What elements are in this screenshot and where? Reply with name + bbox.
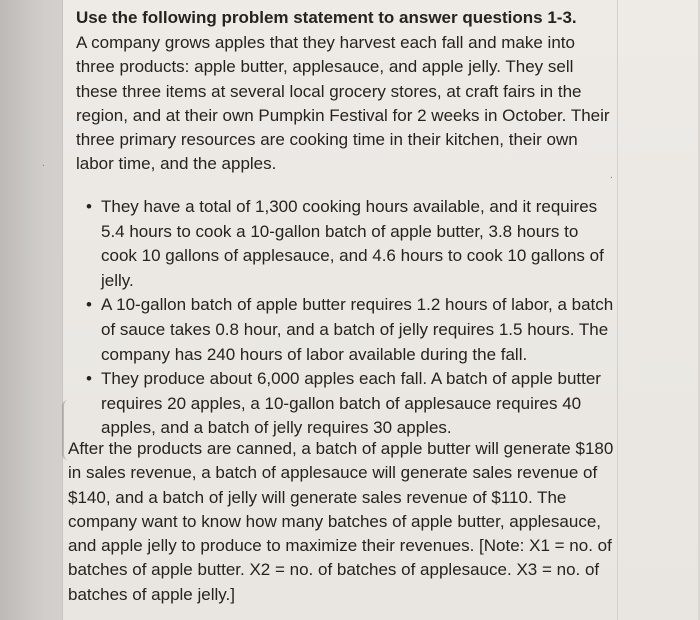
- bullet-icon: •: [86, 197, 92, 216]
- dust-speck: .: [42, 158, 45, 169]
- dust-speck: .: [610, 170, 613, 181]
- revenue-paragraph: After the products are canned, a batch of apple butter will generate $180 in sales revenue, a batch of applesauce will generate sales revenue of $140, and a batch of jelly will generate sales revenue of $110. The company want to know how many batches of apple butter, applesauce, and apple jelly to produce to maximize their revenues. [Note: X1 = no. of batches of apple butter. X2 = no. of batches of applesauce. X3 = no. of batches of apple jelly.]: [68, 439, 614, 604]
- list-item: [84, 293, 614, 367]
- list-item: [84, 367, 614, 441]
- bullet-icon: •: [86, 295, 92, 315]
- bullet-icon: •: [86, 369, 92, 389]
- cooking-hours-constraint: They have a total of 1,300 cooking hours available, and it requires 5.4 hours to cook a 10-gallon batch of apple butter, 3.8 hours to cook 10 gallons of applesauce, and 4.6 hours to cook 10 gallons of jelly.: [101, 197, 604, 290]
- labor-hours-constraint: A 10-gallon batch of apple butter requires 1.2 hours of labor, a batch of sauce takes 0.8 hour, and a batch of jelly requires 1.5 hours. The company has 240 hours of labor available during the fall.: [101, 295, 614, 364]
- problem-heading: Use the following problem statement to answer questions 1-3.: [76, 8, 577, 27]
- apples-constraint: They produce about 6,000 apples each fall. A batch of apple butter requires 20 apples, a 10-gallon batch of applesauce requires 40 apples, and a batch of jelly requires 30 apples.: [101, 369, 601, 438]
- list-item: [84, 195, 614, 293]
- problem-intro-paragraph: A company grows apples that they harvest each fall and make into three products: apple butter, applesauce, and apple jelly. They sell these three items at several local grocery stores, at craft fairs in the region, and at their own Pumpkin Festival for 2 weeks in October. Their three primary resources are cooking time in their kitchen, their own labor time, and the apples.: [76, 33, 610, 174]
- constraints-list: [84, 195, 614, 441]
